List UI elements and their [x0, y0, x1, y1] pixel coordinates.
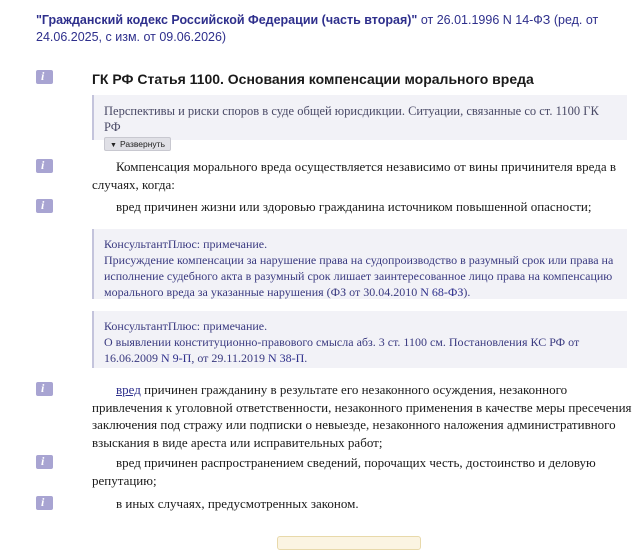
paragraph-5: в иных случаях, предусмотренных законом. [116, 496, 359, 511]
vred-link[interactable]: вред [116, 382, 141, 397]
info-icon[interactable] [36, 159, 53, 173]
paragraph-2: вред причинен жизни или здоровью гражданина источником повышенной опасности; [116, 199, 592, 214]
info-icon[interactable] [36, 199, 53, 213]
info-icon[interactable] [36, 455, 53, 469]
bottom-button[interactable] [277, 536, 421, 550]
perspectives-box [92, 95, 627, 149]
note-2-heading: КонсультантПлюс: примечание. [104, 319, 268, 333]
note-1-heading: КонсультантПлюс: примечание. [104, 237, 268, 251]
document-meta: от 26.01.1996 N 14-ФЗ (ред. от 24.06.2025, с изм. от 09.06.2026) [36, 13, 599, 44]
law-link-68fz[interactable]: N 68-ФЗ [420, 285, 464, 299]
paragraph-3 [92, 381, 632, 451]
info-icon[interactable] [36, 382, 53, 396]
note-1-end: ). [463, 285, 471, 299]
note-2-end: . [304, 351, 308, 365]
document-title[interactable]: "Гражданский кодекс Российской Федерации (часть вторая)" [36, 13, 418, 27]
article-title: ГК РФ Статья 1100. Основания компенсации морального вреда [92, 71, 534, 87]
law-link-38p[interactable]: N 38-П [267, 351, 305, 365]
paragraph-4: вред причинен распространением сведений, порочащих честь, достоинство и деловую репутацию; [92, 455, 596, 488]
law-link-9p[interactable]: N 9-П [161, 351, 192, 365]
note-1-text: Присуждение компенсации за нарушение права на судопроизводство в разумный срок или права на исполнение судебного акта в разумный срок лишает заинтересованное лицо права на компенсацию морального вреда за указанные нарушения (ФЗ от 30.04.2010 [104, 253, 614, 299]
info-icon[interactable] [36, 70, 53, 84]
note-2-mid: , от 29.11.2019 [191, 351, 268, 365]
paragraph-1: Компенсация морального вреда осуществляется независимо от вины причинителя вреда в случаях, когда: [92, 159, 617, 192]
expand-button-label: Развернуть [119, 139, 165, 149]
consultant-note-1 [92, 229, 627, 299]
chevron-down-icon: ▼ [110, 142, 117, 149]
expand-button[interactable] [104, 137, 171, 151]
paragraph-3-text: причинен гражданину в результате его незаконного осуждения, незаконного привлечения к уголовной ответственности, незаконного применения в качестве меры пресечения заключения под стражу или подписки о невыезде, незаконного наложения административного взыскания в виде ареста или исправительных работ; [92, 382, 632, 450]
document-title-link[interactable] [36, 12, 626, 46]
info-icon[interactable] [36, 496, 53, 510]
note-2-text: О выявлении конституционно-правового смысла абз. 3 ст. 1100 см. Постановления КС РФ от 16.06.2009 [104, 335, 580, 365]
perspectives-text[interactable]: Перспективы и риски споров в суде общей юрисдикции. Ситуации, связанные со ст. 1100 ГК РФ [104, 104, 599, 134]
consultant-note-2 [92, 311, 627, 368]
